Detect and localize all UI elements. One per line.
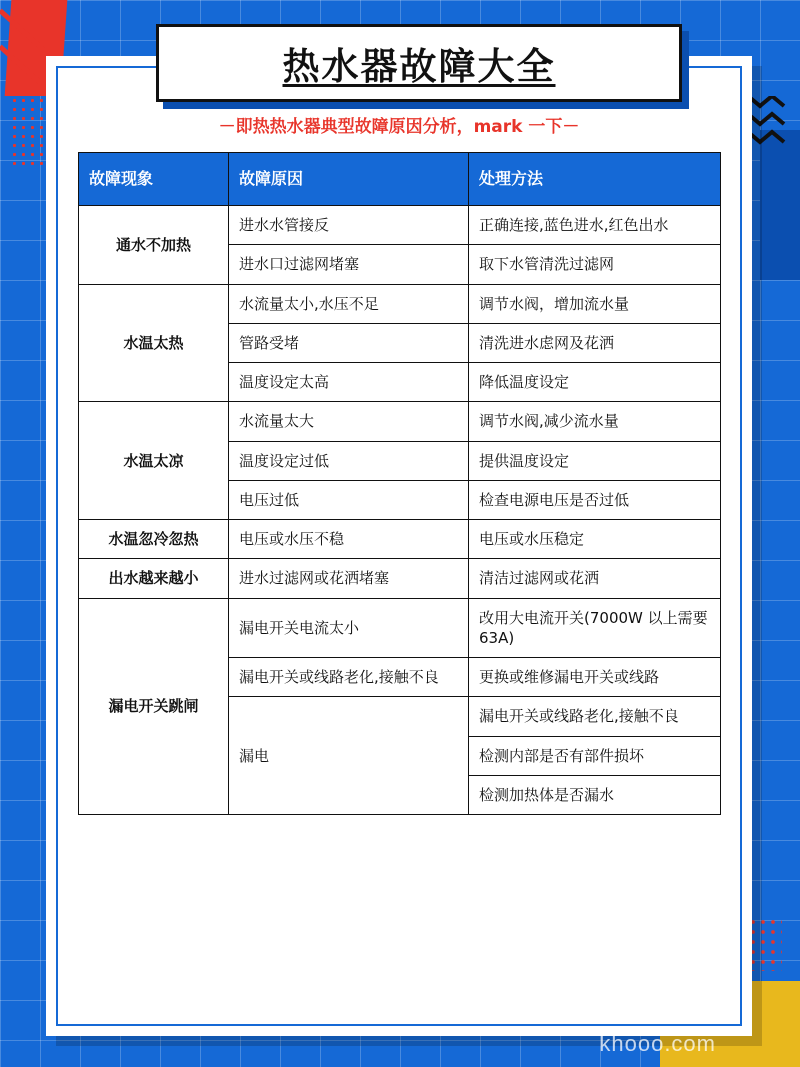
page-subtitle: －即热热水器典型故障原因分析，mark 一下－ [218, 117, 580, 137]
page-title: 热水器故障大全 [282, 45, 556, 88]
cell-fix: 取下水管清洗过滤网 [469, 245, 721, 284]
table-row [79, 402, 721, 441]
cell-cause: 水流量太小,水压不足 [229, 284, 469, 323]
cell-symptom: 水温太凉 [79, 402, 229, 520]
cell-symptom: 水温太热 [79, 284, 229, 402]
cell-cause: 漏电开关或线路老化,接触不良 [229, 658, 469, 697]
cell-fix: 调节水阀，增加流水量 [469, 284, 721, 323]
cell-cause: 漏电开关电流太小 [229, 598, 469, 658]
fault-table [78, 152, 721, 815]
cell-cause: 水流量太大 [229, 402, 469, 441]
table-row [79, 559, 721, 598]
table-row [79, 598, 721, 658]
cell-cause: 进水口过滤网堵塞 [229, 245, 469, 284]
column-header-symptom: 故障现象 [79, 153, 229, 206]
content-card [46, 45, 752, 1036]
cell-symptom: 通水不加热 [79, 206, 229, 285]
watermark: khooo.com [599, 1031, 716, 1056]
cell-fix: 检查电源电压是否过低 [469, 480, 721, 519]
cell-cause: 管路受堵 [229, 323, 469, 362]
cell-fix: 改用大电流开关(7000W 以上需要 63A) [469, 598, 721, 658]
cell-cause: 进水水管接反 [229, 206, 469, 245]
title-banner [156, 24, 682, 102]
cell-fix: 提供温度设定 [469, 441, 721, 480]
cell-cause: 温度设定过低 [229, 441, 469, 480]
cell-symptom: 漏电开关跳闸 [79, 598, 229, 815]
cell-fix: 检测加热体是否漏水 [469, 775, 721, 814]
cell-cause: 温度设定太高 [229, 363, 469, 402]
cell-fix: 清洗进水虑网及花洒 [469, 323, 721, 362]
cell-cause: 漏电 [229, 697, 469, 815]
table-row [79, 520, 721, 559]
table-row [79, 206, 721, 245]
cell-cause: 电压过低 [229, 480, 469, 519]
cell-cause: 进水过滤网或花洒堵塞 [229, 559, 469, 598]
cell-fix: 清洁过滤网或花洒 [469, 559, 721, 598]
cell-fix: 检测内部是否有部件损坏 [469, 736, 721, 775]
cell-fix: 电压或水压稳定 [469, 520, 721, 559]
column-header-cause: 故障原因 [229, 153, 469, 206]
cell-symptom: 出水越来越小 [79, 559, 229, 598]
table-header-row [79, 153, 721, 206]
cell-fix: 正确连接,蓝色进水,红色出水 [469, 206, 721, 245]
cell-symptom: 水温忽冷忽热 [79, 520, 229, 559]
column-header-fix: 处理方法 [469, 153, 721, 206]
cell-cause: 电压或水压不稳 [229, 520, 469, 559]
cell-fix: 调节水阀,减少流水量 [469, 402, 721, 441]
cell-fix: 更换或维修漏电开关或线路 [469, 658, 721, 697]
cell-fix: 漏电开关或线路老化,接触不良 [469, 697, 721, 736]
cell-fix: 降低温度设定 [469, 363, 721, 402]
table-row [79, 284, 721, 323]
